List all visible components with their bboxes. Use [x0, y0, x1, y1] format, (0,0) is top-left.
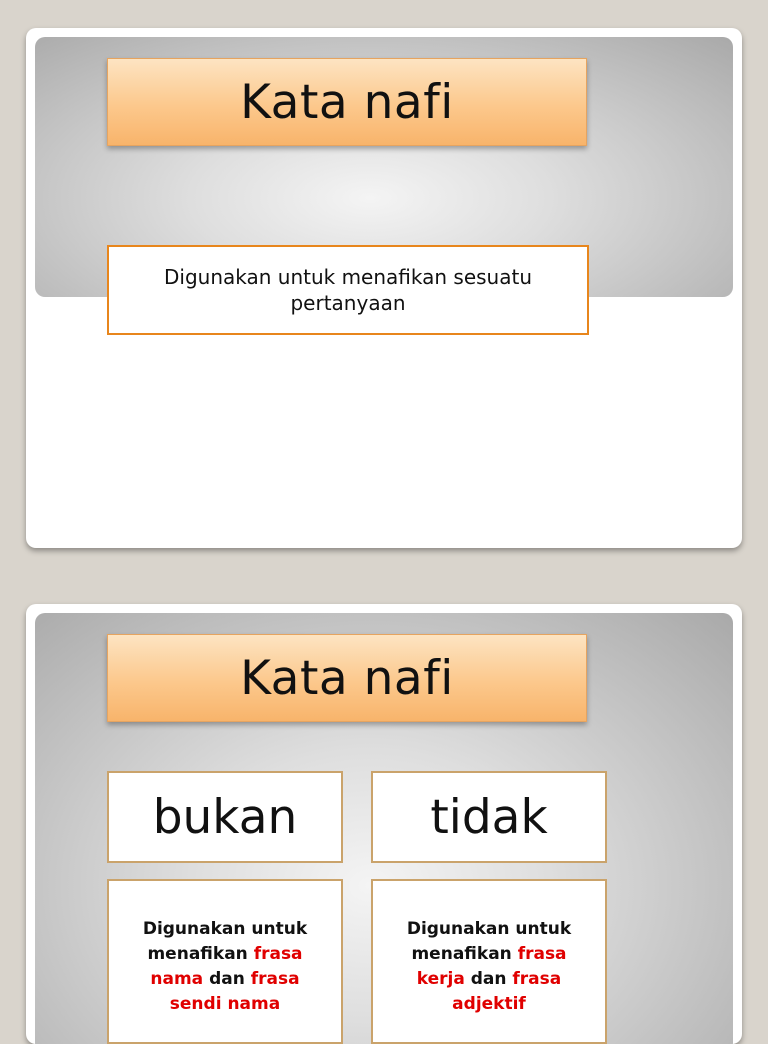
highlighted-phrase: frasa adjektif	[452, 969, 562, 1014]
description-box-tidak	[371, 879, 607, 1044]
description-segment: dan	[203, 969, 251, 989]
highlighted-phrase: frasa kerja	[416, 944, 567, 989]
highlighted-phrase: frasa nama	[150, 944, 303, 989]
description-segment: Digunakan untuk menafikan	[406, 919, 572, 964]
description-segment: Digunakan untuk menafikan	[142, 919, 308, 964]
definition-box	[107, 245, 589, 335]
description-box-bukan	[107, 879, 343, 1044]
slide-title-box	[107, 58, 587, 146]
word-box-tidak	[371, 771, 607, 863]
slide-title: Kata nafi	[240, 650, 454, 706]
highlighted-phrase: frasa sendi nama	[169, 969, 300, 1014]
slide-1	[26, 28, 742, 548]
definition-text: Digunakan untuk menafikan sesuatu pertanyaan	[163, 265, 533, 315]
description-text-bukan	[127, 917, 323, 1017]
description-segment: dan	[464, 969, 513, 989]
slide-title: Kata nafi	[240, 74, 454, 130]
word-bukan: bukan	[152, 789, 298, 845]
slide-2	[26, 604, 742, 1044]
word-box-bukan	[107, 771, 343, 863]
slide-title-box	[107, 634, 587, 722]
description-text-tidak	[391, 917, 587, 1017]
word-tidak: tidak	[430, 789, 548, 845]
